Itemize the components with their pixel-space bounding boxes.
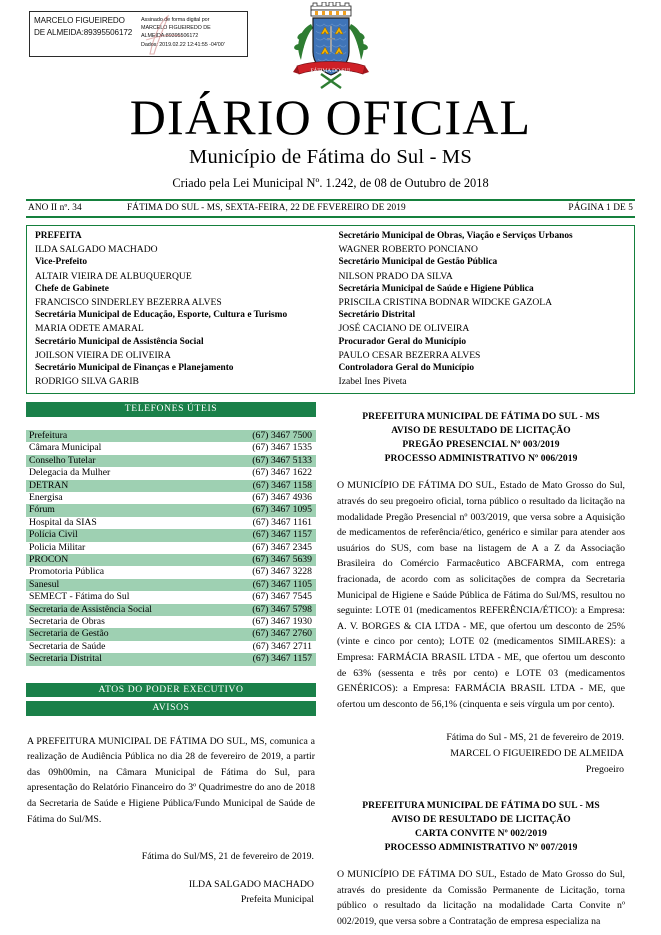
phone-name: Secretaria de Gestão bbox=[26, 628, 217, 640]
notice2-heading-type: AVISO DE RESULTADO DE LICITAÇÃO bbox=[391, 815, 571, 826]
table-row bbox=[26, 442, 316, 454]
phone-name: DETRAN bbox=[26, 480, 217, 492]
official-role: Procurador Geral do Município bbox=[338, 336, 467, 347]
phone-number: (67) 3467 4936 bbox=[252, 491, 312, 503]
digital-signature-stamp bbox=[29, 11, 248, 57]
official-name: ALTAIR VIEIRA DE ALBUQUERQUE bbox=[35, 270, 192, 282]
spacer bbox=[336, 402, 626, 410]
spacer bbox=[336, 777, 626, 799]
table-row bbox=[26, 653, 316, 665]
table-row bbox=[26, 455, 316, 467]
official-role: Controladora Geral do Município bbox=[338, 363, 475, 374]
table-row bbox=[26, 517, 316, 529]
table-row bbox=[26, 604, 316, 616]
notice1-heading-type: AVISO DE RESULTADO DE LICITAÇÃO bbox=[391, 426, 571, 437]
spacer bbox=[336, 712, 626, 730]
official-name: PRISCILA CRISTINA BODNAR WIDCKE GAZOLA bbox=[338, 297, 553, 309]
phone-number: (67) 3467 5133 bbox=[217, 455, 316, 467]
page-title: DIÁRIO OFICIAL bbox=[129, 89, 532, 145]
notice1-signer-title: Pregoeiro bbox=[585, 763, 624, 775]
table-row bbox=[26, 467, 316, 479]
table-row bbox=[26, 628, 316, 640]
officials-column-left bbox=[27, 230, 331, 388]
signature-detail-line-1: Assinado de forma digital por bbox=[141, 17, 210, 23]
phone-name: Secretaria de Obras bbox=[29, 616, 105, 628]
table-row bbox=[26, 492, 316, 504]
official-role: Secretária Municipal de Saúde e Higiene Pública bbox=[338, 283, 534, 294]
spacer bbox=[26, 716, 316, 734]
official-role: Chefe de Gabinete bbox=[35, 283, 109, 294]
spacer bbox=[26, 666, 316, 683]
official-name: ILDA SALGADO MACHADO bbox=[35, 244, 158, 256]
official-name: MARIA ODETE AMARAL bbox=[35, 323, 144, 335]
right-column bbox=[336, 402, 626, 929]
table-row bbox=[26, 430, 316, 442]
issue-year-number: ANO II nº. 34 bbox=[28, 203, 82, 213]
official-name: FRANCISCO SINDERLEY BEZERRA ALVES bbox=[35, 297, 222, 309]
aviso-signer-title: Prefeita Municipal bbox=[240, 894, 314, 906]
section-header-avisos: AVISOS bbox=[26, 701, 316, 716]
phone-name: Conselho Tutelar bbox=[26, 455, 217, 467]
phone-number: (67) 3467 5639 bbox=[217, 554, 316, 566]
coat-of-arms-icon bbox=[291, 2, 371, 90]
body-columns bbox=[26, 402, 635, 929]
official-role: Secretário Municipal de Gestão Pública bbox=[338, 257, 498, 268]
phone-name: SEMECT - Fátima do Sul bbox=[29, 591, 130, 603]
phone-name: Delegacia da Mulher bbox=[29, 467, 111, 479]
official-name: Izabel Ines Piveta bbox=[338, 376, 407, 388]
notice1-heading-modality: PREGÃO PRESENCIAL Nº 003/2019 bbox=[402, 440, 560, 451]
table-row bbox=[26, 554, 316, 566]
official-name: RODRIGO SILVA GARIB bbox=[35, 376, 139, 388]
phone-name: Fórum bbox=[26, 504, 217, 516]
official-role: Vice-Prefeito bbox=[35, 257, 88, 268]
phone-name: Câmara Municipal bbox=[29, 442, 102, 454]
notice1-heading-process: PROCESSO ADMINISTRATIVO Nº 006/2019 bbox=[384, 454, 578, 465]
signature-detail-line-2: MARCELO FIGUEIREDO DE bbox=[141, 25, 211, 32]
officials-box bbox=[26, 225, 635, 394]
spacer bbox=[336, 466, 626, 478]
official-name: NILSON PRADO DA SILVA bbox=[338, 270, 453, 282]
phone-name: Policia Militar bbox=[29, 541, 86, 553]
table-row bbox=[26, 566, 316, 578]
notice1-body-text: O MUNICÍPIO DE FÁTIMA DO SUL, Estado de Mato Grosso do Sul, através do seu pregoeiro oficial, torna público o resultado da licitação na modalidade Pregão Presencial nº 003/2019, que versa sobre a Aquisição de medicamentos de referência/ético, genérico e similar para atender aos usuários do SUS, com base na listagem de A a Z da Associação Brasileira do Comércio Farmacêutico ABCFARMA, com entrega fracionada, de acordo com as solicitações de compra da Secretaria Municipal de Higiene e Saúde Pública de Fátima do Sul/MS, resultou no seguinte: LOTE 01 (medicamentos REFERÊNCIA/ÉTICO): a Empresa: A. V. BORGES & CIA LTDA - ME, que ofertou um desconto de 25% (vinte e cinco por cento); LOTE 02 (medicamentos SIMILARES): a Empresa: FARMÁCIA BRASIL LTDA - ME, que ofertou um desconto de 63% (sessenta e três por cento) e LOTE 03 (medicamentos GENÉRICOS): a Empresa: FARMÁCIA BRASIL LTDA - ME, que ofertou um desconto de 56,1% (cinquenta e seis vírgula um por cento). bbox=[337, 480, 625, 710]
page-indicator: PÁGINA 1 DE 5 bbox=[568, 203, 633, 213]
notice2-heading-entity: PREFEITURA MUNICIPAL DE FÁTIMA DO SUL - MS bbox=[362, 801, 600, 812]
table-row bbox=[26, 579, 316, 591]
issue-info-bar bbox=[26, 199, 635, 218]
masthead-subtitle: Município de Fátima do Sul - MS bbox=[189, 146, 472, 168]
notice2-body-text: O MUNICÍPIO DE FÁTIMA DO SUL, Estado de Mato Grosso do Sul, através do presidente da Comissão Permanente de Licitação, torna público o resultado da licitação na modalidade Carta Convite nº 002/2019, que versa sobre a Contratação de empresa especializa na bbox=[337, 869, 625, 927]
notice1-heading-entity: PREFEITURA MUNICIPAL DE FÁTIMA DO SUL - MS bbox=[362, 412, 600, 423]
phone-number: (67) 3467 1622 bbox=[252, 467, 312, 479]
section-header-telefones: TELEFONES ÚTEIS bbox=[26, 402, 316, 417]
phone-name: Hospital da SIAS bbox=[29, 516, 97, 528]
section-header-atos: ATOS DO PODER EXECUTIVO bbox=[26, 683, 316, 698]
phone-number: (67) 3467 2711 bbox=[252, 640, 312, 652]
phone-number: (67) 3467 1930 bbox=[252, 616, 312, 628]
table-row bbox=[26, 542, 316, 554]
official-name: JOILSON VIEIRA DE OLIVEIRA bbox=[35, 349, 171, 361]
official-role: Secretário Distrital bbox=[338, 310, 416, 321]
table-row bbox=[26, 504, 316, 516]
phone-number: (67) 3467 1161 bbox=[252, 516, 312, 528]
table-row bbox=[26, 591, 316, 603]
official-role: Secretário Municipal de Finanças e Planejamento bbox=[35, 363, 234, 374]
phone-name: Polícia Civil bbox=[26, 529, 217, 541]
useful-phones-table bbox=[26, 430, 316, 666]
svg-text:FÁTIMA DO SUL: FÁTIMA DO SUL bbox=[309, 68, 352, 74]
phone-name: Prefeitura bbox=[26, 430, 217, 442]
phone-number: (67) 3467 5798 bbox=[217, 604, 316, 616]
phone-number: (67) 3467 7545 bbox=[252, 591, 312, 603]
official-name: WAGNER ROBERTO PONCIANO bbox=[338, 244, 478, 256]
aviso-signer-name: ILDA SALGADO MACHADO bbox=[188, 878, 314, 890]
phone-name: PROCON bbox=[26, 554, 217, 566]
spacer bbox=[336, 855, 626, 867]
official-role: Secretário Municipal de Obras, Viação e Serviços Urbanos bbox=[338, 231, 573, 241]
spacer bbox=[26, 865, 316, 877]
phone-name: Promotoria Pública bbox=[29, 566, 105, 578]
notice1-place-date: Fátima do Sul - MS, 21 de fevereiro de 2019. bbox=[446, 732, 624, 744]
phone-number: (67) 3467 2345 bbox=[252, 541, 312, 553]
official-role: Secretário Municipal de Assistência Social bbox=[35, 336, 204, 347]
aviso-body-text: A PREFEITURA MUNICIPAL DE FÁTIMA DO SUL, MS, comunica a realização de Audiência Pública no dia 28 de fevereiro de 2019, a partir das 09h00min, na Câmara Municipal de Fátima do Sul, para apresentação do Relatório Financeiro do 3º Quadrimestre do ano de 2018 da Secretaria de Saúde e Higiene Pública/Fundo Municipal de Saúde de Fátima do Sul/MS. bbox=[27, 735, 315, 825]
signature-detail-line-4: Dados: 2019.02.22 12:41:55 -04'00' bbox=[141, 41, 225, 48]
official-name: JOSÉ CACIANO DE OLIVEIRA bbox=[338, 323, 470, 335]
phone-number: (67) 3467 1158 bbox=[217, 480, 316, 492]
phone-number: (67) 3467 1095 bbox=[217, 504, 316, 516]
official-role: PREFEITA bbox=[35, 231, 82, 241]
phone-number: (67) 3467 1105 bbox=[217, 579, 316, 591]
phone-number: (67) 3467 1157 bbox=[217, 653, 316, 665]
notice2-heading-process: PROCESSO ADMINISTRATIVO Nº 007/2019 bbox=[384, 843, 578, 854]
table-row bbox=[26, 641, 316, 653]
aviso-place-date: Fátima do Sul/MS, 21 de fevereiro de 2019. bbox=[141, 851, 314, 863]
table-row bbox=[26, 529, 316, 541]
phone-name: Secretaria Distrital bbox=[26, 653, 217, 665]
official-role: Secretária Municipal de Educação, Esporte, Cultura e Turismo bbox=[35, 310, 288, 321]
signature-detail-line-3: ALMEIDA:89395506172 bbox=[141, 33, 199, 40]
signature-details bbox=[138, 12, 247, 56]
phone-number: (67) 3467 1535 bbox=[252, 442, 312, 454]
officials-column-right bbox=[331, 230, 635, 388]
phone-number: (67) 3467 1157 bbox=[217, 529, 316, 541]
spacer bbox=[26, 827, 316, 849]
table-row bbox=[26, 480, 316, 492]
phone-number: (67) 3467 2760 bbox=[217, 628, 316, 640]
left-column bbox=[26, 402, 316, 929]
official-name: PAULO CESAR BEZERRA ALVES bbox=[338, 349, 481, 361]
phone-name: Secretaria de Assistência Social bbox=[26, 604, 217, 616]
masthead-law-line: Criado pela Lei Municipal Nº. 1.242, de 08 de Outubro de 2018 bbox=[172, 176, 489, 190]
phone-name: Sanesul bbox=[26, 579, 217, 591]
phone-number: (67) 3467 3228 bbox=[252, 566, 312, 578]
phone-number: (67) 3467 7500 bbox=[217, 430, 316, 442]
notice2-heading-modality: CARTA CONVITE Nº 002/2019 bbox=[414, 829, 548, 840]
issue-place-date: FÁTIMA DO SUL - MS, SEXTA-FEIRA, 22 DE FEVEREIRO DE 2019 bbox=[127, 203, 406, 213]
notice1-signer-name: MARCEL O FIGUEIREDO DE ALMEIDA bbox=[450, 747, 624, 759]
phone-name: Secretaria de Saúde bbox=[29, 640, 106, 652]
phone-name: Energisa bbox=[29, 491, 63, 503]
table-row bbox=[26, 616, 316, 628]
signature-subject-name: MARCELO FIGUEIREDO DE ALMEIDA:89395506172 bbox=[34, 16, 133, 38]
